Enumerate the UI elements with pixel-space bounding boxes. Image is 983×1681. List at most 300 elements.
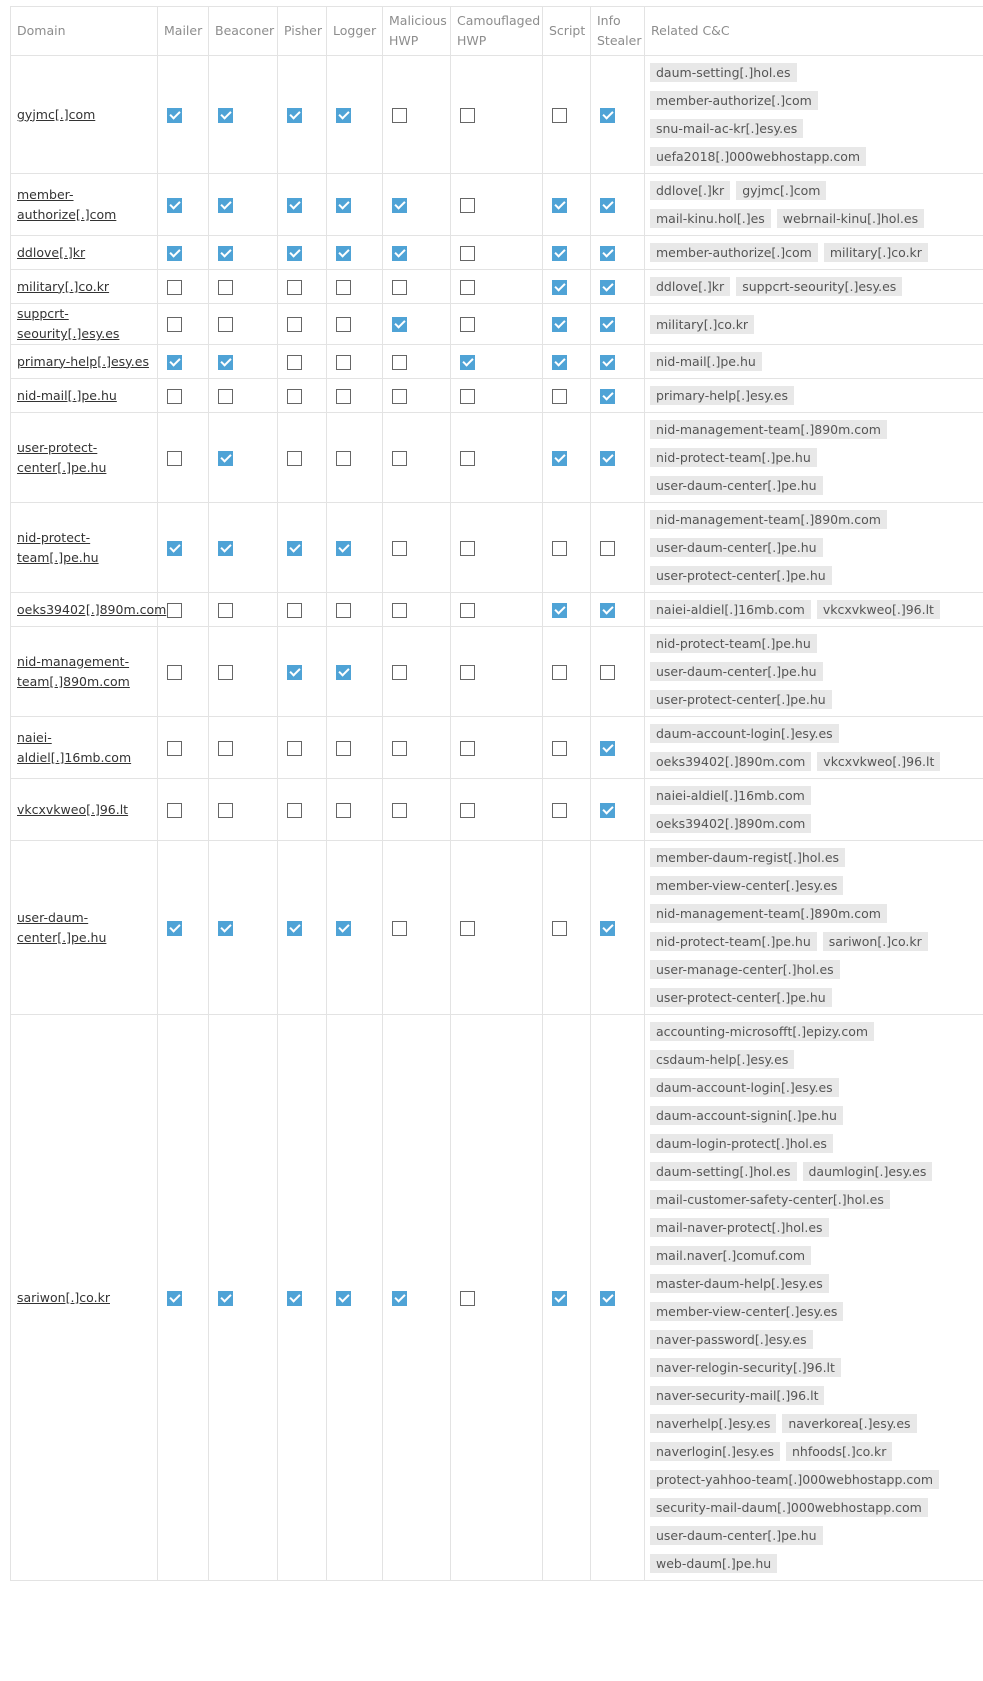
info-stealer-cell [591, 1015, 645, 1581]
domain-link[interactable]: gyjmc[.]com [17, 107, 95, 122]
info-stealer-checked-checkbox[interactable] [600, 317, 615, 332]
logger-checked-checkbox[interactable] [336, 665, 351, 680]
cc-tag[interactable]: mail-kinu.hol[.]es [650, 209, 771, 228]
info-stealer-cell [591, 345, 645, 379]
related-cc-cell [645, 379, 983, 413]
mailer-cell [158, 627, 209, 717]
cc-tag-line [650, 538, 983, 557]
info-stealer-checked-checkbox[interactable] [600, 108, 615, 123]
camouflaged-hwp-cell [451, 345, 543, 379]
pisher-unchecked-checkbox[interactable] [287, 355, 302, 370]
info-stealer-checked-checkbox[interactable] [600, 198, 615, 213]
beaconer-checked-checkbox[interactable] [218, 355, 233, 370]
logger-unchecked-checkbox[interactable] [336, 451, 351, 466]
domain-cell [11, 56, 158, 174]
cc-tag-line [650, 63, 983, 82]
domain-link[interactable]: nid-mail[.]pe.hu [17, 388, 117, 403]
beaconer-cell [209, 503, 278, 593]
beaconer-unchecked-checkbox[interactable] [218, 741, 233, 756]
table-row [11, 174, 983, 236]
info-stealer-checked-checkbox[interactable] [600, 451, 615, 466]
camouflaged-hwp-unchecked-checkbox[interactable] [460, 280, 475, 295]
cc-tag[interactable]: accounting-microsofft[.]epizy.com [650, 1022, 874, 1041]
domain-cell [11, 304, 158, 345]
malicious-hwp-unchecked-checkbox[interactable] [392, 741, 407, 756]
cc-tag-line [650, 1526, 983, 1545]
pisher-checked-checkbox[interactable] [287, 108, 302, 123]
cc-tag[interactable]: member-view-center[.]esy.es [650, 1302, 843, 1321]
mailer-checked-checkbox[interactable] [167, 108, 182, 123]
cc-tag[interactable]: naverlogin[.]esy.es [650, 1442, 780, 1461]
beaconer-cell [209, 627, 278, 717]
info-stealer-checked-checkbox[interactable] [600, 355, 615, 370]
mailer-cell [158, 779, 209, 841]
cc-tag-line [650, 960, 983, 979]
script-unchecked-checkbox[interactable] [552, 389, 567, 404]
beaconer-checked-checkbox[interactable] [218, 246, 233, 261]
info-stealer-checked-checkbox[interactable] [600, 1291, 615, 1306]
script-unchecked-checkbox[interactable] [552, 741, 567, 756]
cc-tag[interactable]: naverhelp[.]esy.es [650, 1414, 776, 1433]
info-stealer-checked-checkbox[interactable] [600, 603, 615, 618]
cc-tag[interactable]: member-daum-regist[.]hol.es [650, 848, 845, 867]
cc-tag[interactable]: naiei-aldiel[.]16mb.com [650, 600, 811, 619]
malicious-hwp-unchecked-checkbox[interactable] [392, 355, 407, 370]
col-domain: Domain [11, 7, 158, 56]
domain-cell [11, 627, 158, 717]
cc-tag[interactable]: nid-mail[.]pe.hu [650, 352, 762, 371]
cc-tag-line [650, 352, 983, 371]
domain-link[interactable]: naiei-aldiel[.]16mb.com [17, 730, 131, 765]
info-stealer-cell [591, 717, 645, 779]
cc-tag[interactable]: oeks39402[.]890m.com [650, 814, 811, 833]
cc-tag[interactable]: member-authorize[.]com [650, 91, 818, 110]
mailer-cell [158, 56, 209, 174]
script-checked-checkbox[interactable] [552, 246, 567, 261]
script-checked-checkbox[interactable] [552, 603, 567, 618]
pisher-unchecked-checkbox[interactable] [287, 741, 302, 756]
camouflaged-hwp-cell [451, 56, 543, 174]
related-cc-cell [645, 503, 983, 593]
cc-tag-line [650, 1078, 983, 1097]
related-cc-cell [645, 779, 983, 841]
script-cell [543, 841, 591, 1015]
cc-tag[interactable]: daum-account-signin[.]pe.hu [650, 1106, 843, 1125]
beaconer-cell [209, 379, 278, 413]
mailer-checked-checkbox[interactable] [167, 246, 182, 261]
cc-tag[interactable]: mail-customer-safety-center[.]hol.es [650, 1190, 890, 1209]
cc-tag[interactable]: nid-protect-team[.]pe.hu [650, 634, 817, 653]
cc-tag[interactable]: daumlogin[.]esy.es [803, 1162, 933, 1181]
mailer-unchecked-checkbox[interactable] [167, 741, 182, 756]
logger-unchecked-checkbox[interactable] [336, 741, 351, 756]
mailer-cell [158, 503, 209, 593]
beaconer-checked-checkbox[interactable] [218, 921, 233, 936]
cc-tag-line [650, 662, 983, 681]
mailer-checked-checkbox[interactable] [167, 355, 182, 370]
script-checked-checkbox[interactable] [552, 1291, 567, 1306]
malicious-hwp-unchecked-checkbox[interactable] [392, 108, 407, 123]
domain-link[interactable]: military[.]co.kr [17, 279, 109, 294]
beaconer-unchecked-checkbox[interactable] [218, 389, 233, 404]
cc-tag[interactable]: mail-naver-protect[.]hol.es [650, 1218, 829, 1237]
cc-tag[interactable]: vkcxvkweo[.]96.lt [817, 600, 940, 619]
domain-link[interactable]: suppcrt-seourity[.]esy.es [17, 306, 119, 341]
malicious-hwp-cell [383, 627, 451, 717]
script-unchecked-checkbox[interactable] [552, 803, 567, 818]
related-cc-cell [645, 717, 983, 779]
script-unchecked-checkbox[interactable] [552, 921, 567, 936]
domain-cell [11, 270, 158, 304]
cc-tag[interactable]: military[.]co.kr [824, 243, 928, 262]
mailer-cell [158, 413, 209, 503]
domain-link[interactable]: user-protect-center[.]pe.hu [17, 440, 106, 475]
malicious-hwp-unchecked-checkbox[interactable] [392, 665, 407, 680]
pisher-cell [278, 503, 327, 593]
script-checked-checkbox[interactable] [552, 451, 567, 466]
mailer-checked-checkbox[interactable] [167, 921, 182, 936]
cc-tag-line [650, 1246, 983, 1265]
cc-tag[interactable]: ddlove[.]kr [650, 277, 730, 296]
domain-link[interactable]: nid-management-team[.]890m.com [17, 654, 130, 689]
beaconer-unchecked-checkbox[interactable] [218, 280, 233, 295]
mailer-unchecked-checkbox[interactable] [167, 451, 182, 466]
cc-tag[interactable]: master-daum-help[.]esy.es [650, 1274, 829, 1293]
logger-unchecked-checkbox[interactable] [336, 603, 351, 618]
related-cc-cell [645, 56, 983, 174]
pisher-unchecked-checkbox[interactable] [287, 803, 302, 818]
cc-tag[interactable]: user-protect-center[.]pe.hu [650, 988, 832, 1007]
cc-tag[interactable]: uefa2018[.]000webhostapp.com [650, 147, 866, 166]
cc-tag-line [650, 848, 983, 867]
info-stealer-cell [591, 304, 645, 345]
pisher-checked-checkbox[interactable] [287, 198, 302, 213]
camouflaged-hwp-unchecked-checkbox[interactable] [460, 541, 475, 556]
related-cc-cell [645, 841, 983, 1015]
cc-tag[interactable]: user-protect-center[.]pe.hu [650, 566, 832, 585]
malicious-hwp-unchecked-checkbox[interactable] [392, 541, 407, 556]
pisher-cell [278, 345, 327, 379]
logger-checked-checkbox[interactable] [336, 541, 351, 556]
camouflaged-hwp-checked-checkbox[interactable] [460, 355, 475, 370]
camouflaged-hwp-unchecked-checkbox[interactable] [460, 246, 475, 261]
cc-tag[interactable]: primary-help[.]esy.es [650, 386, 794, 405]
cc-tag[interactable]: mail.naver[.]comuf.com [650, 1246, 811, 1265]
cc-tag-line [650, 752, 983, 771]
col-beaconer: Beaconer [209, 7, 278, 56]
beaconer-unchecked-checkbox[interactable] [218, 603, 233, 618]
cc-tag-line [650, 1050, 983, 1069]
table-row [11, 779, 983, 841]
beaconer-cell [209, 304, 278, 345]
cc-tag[interactable]: daum-setting[.]hol.es [650, 1162, 797, 1181]
malicious-hwp-checked-checkbox[interactable] [392, 1291, 407, 1306]
mailer-cell [158, 345, 209, 379]
beaconer-unchecked-checkbox[interactable] [218, 803, 233, 818]
logger-checked-checkbox[interactable] [336, 921, 351, 936]
malicious-hwp-cell [383, 413, 451, 503]
beaconer-checked-checkbox[interactable] [218, 198, 233, 213]
camouflaged-hwp-cell [451, 1015, 543, 1581]
cc-tag[interactable]: nid-management-team[.]890m.com [650, 420, 887, 439]
cc-tag[interactable]: naver-relogin-security[.]96.lt [650, 1358, 841, 1377]
logger-checked-checkbox[interactable] [336, 246, 351, 261]
malicious-hwp-unchecked-checkbox[interactable] [392, 803, 407, 818]
cc-tag-line [650, 448, 983, 467]
camouflaged-hwp-cell [451, 236, 543, 270]
pisher-checked-checkbox[interactable] [287, 541, 302, 556]
beaconer-cell [209, 345, 278, 379]
cc-tag[interactable]: naver-password[.]esy.es [650, 1330, 813, 1349]
info-stealer-checked-checkbox[interactable] [600, 803, 615, 818]
cc-tag[interactable]: snu-mail-ac-kr[.]esy.es [650, 119, 803, 138]
camouflaged-hwp-cell [451, 503, 543, 593]
script-checked-checkbox[interactable] [552, 198, 567, 213]
beaconer-cell [209, 56, 278, 174]
mailer-checked-checkbox[interactable] [167, 1291, 182, 1306]
cc-tag[interactable]: nid-protect-team[.]pe.hu [650, 932, 817, 951]
pisher-checked-checkbox[interactable] [287, 665, 302, 680]
cc-tag-line [650, 1022, 983, 1041]
pisher-unchecked-checkbox[interactable] [287, 317, 302, 332]
info-stealer-cell [591, 56, 645, 174]
cc-tag[interactable]: user-manage-center[.]hol.es [650, 960, 840, 979]
pisher-unchecked-checkbox[interactable] [287, 603, 302, 618]
malicious-hwp-cell [383, 345, 451, 379]
cc-tag[interactable]: user-daum-center[.]pe.hu [650, 662, 823, 681]
cc-tag[interactable]: user-daum-center[.]pe.hu [650, 1526, 823, 1545]
info-stealer-cell [591, 413, 645, 503]
mailer-unchecked-checkbox[interactable] [167, 803, 182, 818]
script-unchecked-checkbox[interactable] [552, 541, 567, 556]
malicious-hwp-checked-checkbox[interactable] [392, 198, 407, 213]
cc-tag[interactable]: nid-management-team[.]890m.com [650, 510, 887, 529]
camouflaged-hwp-cell [451, 593, 543, 627]
script-cell [543, 379, 591, 413]
mailer-unchecked-checkbox[interactable] [167, 603, 182, 618]
info-stealer-cell [591, 779, 645, 841]
cc-tag-line [650, 904, 983, 923]
script-cell [543, 503, 591, 593]
pisher-checked-checkbox[interactable] [287, 1291, 302, 1306]
domain-link[interactable]: primary-help[.]esy.es [17, 354, 149, 369]
cc-tag[interactable]: nhfoods[.]co.kr [786, 1442, 892, 1461]
cc-tag-line [650, 1470, 983, 1489]
cc-tag[interactable]: naver-security-mail[.]96.lt [650, 1386, 824, 1405]
related-cc-cell [645, 345, 983, 379]
camouflaged-hwp-unchecked-checkbox[interactable] [460, 198, 475, 213]
logger-cell [327, 627, 383, 717]
camouflaged-hwp-unchecked-checkbox[interactable] [460, 803, 475, 818]
pisher-unchecked-checkbox[interactable] [287, 389, 302, 404]
info-stealer-unchecked-checkbox[interactable] [600, 541, 615, 556]
logger-unchecked-checkbox[interactable] [336, 317, 351, 332]
logger-unchecked-checkbox[interactable] [336, 803, 351, 818]
beaconer-checked-checkbox[interactable] [218, 1291, 233, 1306]
col-related-cc: Related C&C [645, 7, 983, 56]
pisher-cell [278, 717, 327, 779]
pisher-checked-checkbox[interactable] [287, 921, 302, 936]
table-row [11, 304, 983, 345]
script-checked-checkbox[interactable] [552, 317, 567, 332]
domain-link[interactable]: vkcxvkweo[.]96.lt [17, 802, 128, 817]
beaconer-unchecked-checkbox[interactable] [218, 317, 233, 332]
logger-unchecked-checkbox[interactable] [336, 355, 351, 370]
cc-tag[interactable]: oeks39402[.]890m.com [650, 752, 811, 771]
cc-tag-line [650, 724, 983, 743]
mailer-unchecked-checkbox[interactable] [167, 665, 182, 680]
cc-tag[interactable]: naiei-aldiel[.]16mb.com [650, 786, 811, 805]
script-checked-checkbox[interactable] [552, 355, 567, 370]
beaconer-cell [209, 270, 278, 304]
beaconer-cell [209, 174, 278, 236]
malicious-hwp-unchecked-checkbox[interactable] [392, 603, 407, 618]
domain-link[interactable]: oeks39402[.]890m.com [17, 602, 166, 617]
col-script: Script [543, 7, 591, 56]
cc-tag[interactable]: suppcrt-seourity[.]esy.es [736, 277, 902, 296]
cc-tag[interactable]: web-daum[.]pe.hu [650, 1554, 777, 1573]
camouflaged-hwp-unchecked-checkbox[interactable] [460, 741, 475, 756]
script-unchecked-checkbox[interactable] [552, 108, 567, 123]
logger-unchecked-checkbox[interactable] [336, 280, 351, 295]
domain-link[interactable]: user-daum-center[.]pe.hu [17, 910, 106, 945]
pisher-checked-checkbox[interactable] [287, 246, 302, 261]
malicious-hwp-cell [383, 379, 451, 413]
malicious-hwp-checked-checkbox[interactable] [392, 246, 407, 261]
domain-link[interactable]: ddlove[.]kr [17, 245, 85, 260]
script-cell [543, 304, 591, 345]
mailer-unchecked-checkbox[interactable] [167, 389, 182, 404]
malicious-hwp-cell [383, 593, 451, 627]
beaconer-checked-checkbox[interactable] [218, 541, 233, 556]
cc-tag-line [650, 988, 983, 1007]
cc-tag-line [650, 476, 983, 495]
table-row [11, 627, 983, 717]
cc-tag-line [650, 600, 983, 619]
script-cell [543, 779, 591, 841]
info-stealer-unchecked-checkbox[interactable] [600, 665, 615, 680]
cc-tag[interactable]: naverkorea[.]esy.es [782, 1414, 916, 1433]
camouflaged-hwp-unchecked-checkbox[interactable] [460, 317, 475, 332]
beaconer-cell [209, 1015, 278, 1581]
info-stealer-checked-checkbox[interactable] [600, 389, 615, 404]
info-stealer-checked-checkbox[interactable] [600, 246, 615, 261]
cc-tag-line [650, 386, 983, 405]
mailer-checked-checkbox[interactable] [167, 541, 182, 556]
cc-tag[interactable]: member-authorize[.]com [650, 243, 818, 262]
cc-tag-line [650, 209, 983, 228]
cc-tag[interactable]: user-protect-center[.]pe.hu [650, 690, 832, 709]
pisher-cell [278, 779, 327, 841]
logger-cell [327, 56, 383, 174]
cc-tag[interactable]: military[.]co.kr [650, 315, 754, 334]
camouflaged-hwp-cell [451, 304, 543, 345]
camouflaged-hwp-cell [451, 779, 543, 841]
cc-tag[interactable]: daum-setting[.]hol.es [650, 63, 797, 82]
domain-link[interactable]: sariwon[.]co.kr [17, 1290, 110, 1305]
camouflaged-hwp-unchecked-checkbox[interactable] [460, 603, 475, 618]
cc-tag[interactable]: webrnail-kinu[.]hol.es [777, 209, 924, 228]
pisher-cell [278, 627, 327, 717]
script-unchecked-checkbox[interactable] [552, 665, 567, 680]
info-stealer-checked-checkbox[interactable] [600, 280, 615, 295]
domain-cell [11, 503, 158, 593]
malicious-hwp-cell [383, 717, 451, 779]
info-stealer-cell [591, 503, 645, 593]
logger-cell [327, 841, 383, 1015]
domain-link[interactable]: member-authorize[.]com [17, 187, 116, 222]
cc-tag[interactable]: user-daum-center[.]pe.hu [650, 476, 823, 495]
malicious-hwp-cell [383, 503, 451, 593]
beaconer-checked-checkbox[interactable] [218, 451, 233, 466]
cc-tag[interactable]: protect-yahhoo-team[.]000webhostapp.com [650, 1470, 939, 1489]
cc-tag[interactable]: security-mail-daum[.]000webhostapp.com [650, 1498, 928, 1517]
info-stealer-checked-checkbox[interactable] [600, 741, 615, 756]
malicious-hwp-checked-checkbox[interactable] [392, 317, 407, 332]
cc-tag[interactable]: vkcxvkweo[.]96.lt [817, 752, 940, 771]
cc-tag[interactable]: member-view-center[.]esy.es [650, 876, 843, 895]
cc-tag[interactable]: nid-management-team[.]890m.com [650, 904, 887, 923]
camouflaged-hwp-unchecked-checkbox[interactable] [460, 665, 475, 680]
mailer-checked-checkbox[interactable] [167, 198, 182, 213]
malicious-hwp-unchecked-checkbox[interactable] [392, 280, 407, 295]
cc-tag[interactable]: sariwon[.]co.kr [823, 932, 928, 951]
script-cell [543, 627, 591, 717]
cc-tag[interactable]: gyjmc[.]com [736, 181, 826, 200]
table-row [11, 345, 983, 379]
logger-checked-checkbox[interactable] [336, 1291, 351, 1306]
domain-cell [11, 345, 158, 379]
info-stealer-checked-checkbox[interactable] [600, 921, 615, 936]
cc-tag[interactable]: daum-account-login[.]esy.es [650, 1078, 839, 1097]
cc-tag[interactable]: daum-account-login[.]esy.es [650, 724, 839, 743]
cc-tag[interactable]: user-daum-center[.]pe.hu [650, 538, 823, 557]
logger-cell [327, 717, 383, 779]
logger-unchecked-checkbox[interactable] [336, 389, 351, 404]
camouflaged-hwp-unchecked-checkbox[interactable] [460, 921, 475, 936]
camouflaged-hwp-unchecked-checkbox[interactable] [460, 1291, 475, 1306]
camouflaged-hwp-unchecked-checkbox[interactable] [460, 108, 475, 123]
camouflaged-hwp-cell [451, 413, 543, 503]
script-cell [543, 1015, 591, 1581]
camouflaged-hwp-unchecked-checkbox[interactable] [460, 451, 475, 466]
malicious-hwp-unchecked-checkbox[interactable] [392, 389, 407, 404]
camouflaged-hwp-unchecked-checkbox[interactable] [460, 389, 475, 404]
script-checked-checkbox[interactable] [552, 280, 567, 295]
mailer-unchecked-checkbox[interactable] [167, 280, 182, 295]
beaconer-cell [209, 236, 278, 270]
cc-tag[interactable]: daum-login-protect[.]hol.es [650, 1134, 833, 1153]
domain-cell [11, 1015, 158, 1581]
domain-link[interactable]: nid-protect-team[.]pe.hu [17, 530, 99, 565]
malicious-hwp-unchecked-checkbox[interactable] [392, 921, 407, 936]
pisher-unchecked-checkbox[interactable] [287, 280, 302, 295]
logger-checked-checkbox[interactable] [336, 198, 351, 213]
mailer-cell [158, 379, 209, 413]
table-header-row [11, 7, 983, 56]
cc-tag[interactable]: nid-protect-team[.]pe.hu [650, 448, 817, 467]
table-row [11, 413, 983, 503]
beaconer-checked-checkbox[interactable] [218, 108, 233, 123]
beaconer-unchecked-checkbox[interactable] [218, 665, 233, 680]
pisher-unchecked-checkbox[interactable] [287, 451, 302, 466]
cc-tag-line [650, 932, 983, 951]
cc-tag[interactable]: ddlove[.]kr [650, 181, 730, 200]
logger-checked-checkbox[interactable] [336, 108, 351, 123]
malicious-hwp-unchecked-checkbox[interactable] [392, 451, 407, 466]
mailer-unchecked-checkbox[interactable] [167, 317, 182, 332]
cc-tag[interactable]: csdaum-help[.]esy.es [650, 1050, 794, 1069]
